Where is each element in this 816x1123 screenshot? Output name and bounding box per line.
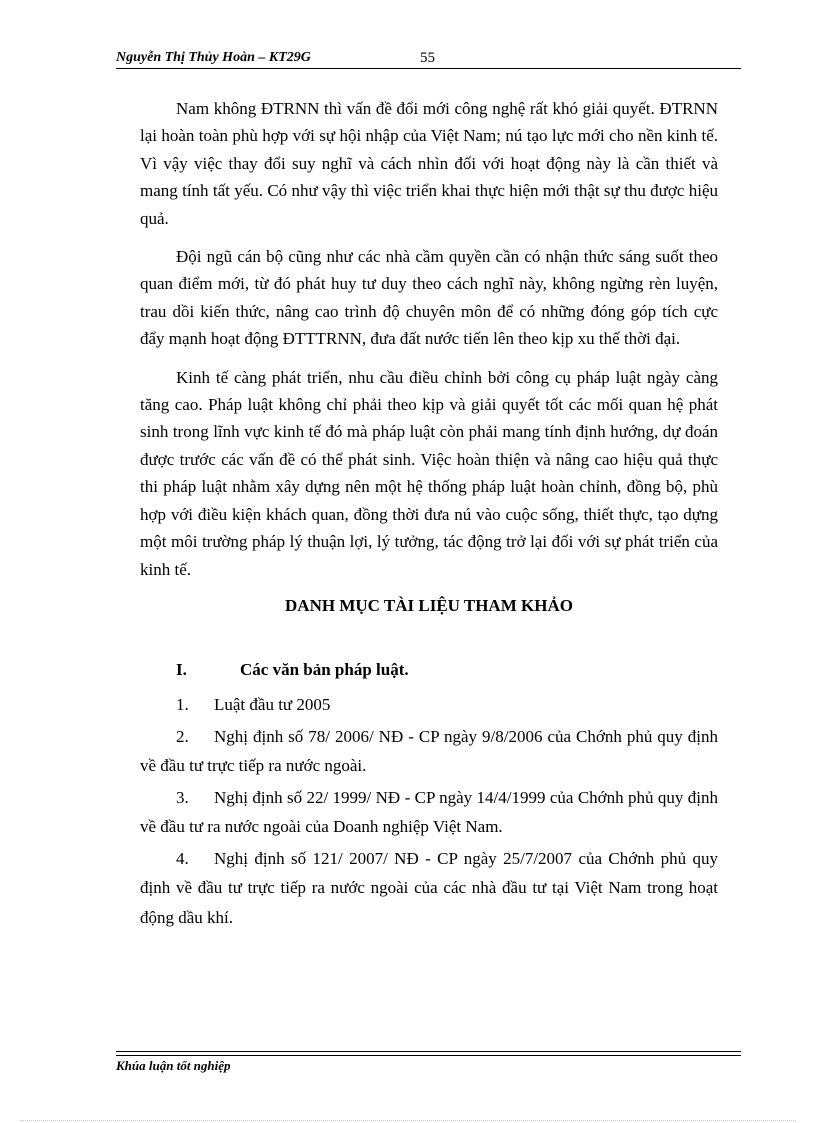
footer-rule-bottom bbox=[116, 1055, 741, 1056]
reference-item bbox=[140, 844, 718, 933]
reference-item bbox=[140, 783, 718, 842]
reference-item bbox=[140, 690, 718, 720]
reference-number: 3. bbox=[176, 787, 189, 807]
section-title: Các văn bản pháp luật. bbox=[240, 659, 409, 679]
references-title: DANH MỤC TÀI LIỆU THAM KHẢO bbox=[285, 595, 573, 615]
paragraph-1: Nam không ĐTRNN thì vấn đề đổi mới công nghệ rất khó giải quyết. ĐTRNN lại hoàn toàn phù hợp với sự hội nhập của Việt Nam; nú tạo lực mới cho nền kinh tế. Vì vậy việc thay đổi suy nghĩ và cách nhìn đối với hoạt động này là cần thiết và mang tính tất yếu. Có như vậy thì việc triển khai thực hiện mới thật sự thu được hiệu quả. bbox=[140, 99, 718, 228]
reference-text: Nghị định số 22/ 1999/ NĐ - CP ngày 14/4/1999 của Chớnh phủ quy định về đầu tư ra nước ngoài của Doanh nghiệp Việt Nam. bbox=[140, 787, 718, 837]
section-number: I. bbox=[176, 659, 187, 679]
page-edge-dotted-line bbox=[20, 1120, 796, 1121]
reference-number: 4. bbox=[176, 848, 189, 868]
reference-text: Nghị định số 121/ 2007/ NĐ - CP ngày 25/7/2007 của Chớnh phủ quy định về đầu tư trực tiếp ra nước ngoài của các nhà đầu tư tại Việt Nam trong hoạt động dầu khí. bbox=[140, 848, 718, 928]
page-body bbox=[140, 95, 718, 935]
references-section-heading bbox=[140, 656, 718, 684]
reference-number: 2. bbox=[176, 726, 189, 746]
page-header bbox=[116, 48, 741, 69]
paragraph-3: Kinh tế càng phát triển, nhu cầu điều chỉnh bởi công cụ pháp luật ngày càng tăng cao. Pháp luật không chỉ phải theo kịp và giải quyết tốt các mối quan hệ phát sinh trong lĩnh vực kinh tế đó mà pháp luật còn phải mang tính định hướng, dự đoán được trước các vấn đề có thể phát sinh. Việc hoàn thiện và nâng cao hiệu quả thực thi pháp luật nhằm xây dựng nên một hệ thống pháp luật hoàn chỉnh, đồng bộ, phù hợp với điều kiện khách quan, đồng thời đưa nú vào cuộc sống, thiết thực, tạo dựng một môi trường pháp lý thuận lợi, lý tưởng, tác động trở lại đối với sự phát triển của kinh tế. bbox=[140, 367, 718, 579]
reference-text: Luật đầu tư 2005 bbox=[214, 694, 331, 714]
reference-number: 1. bbox=[176, 694, 189, 714]
paragraph-2: Đội ngũ cán bộ cũng như các nhà cầm quyền cần có nhận thức sáng suốt theo quan điểm mới, từ đó phát huy tư duy theo cách nghĩ này, không ngừng rèn luyện, trau dồi kiến thức, nâng cao trình độ chuyên môn để có những đóng góp tích cực đẩy mạnh hoạt động ĐTTTRNN, đưa đất nước tiến lên theo kịp xu thế thời đại. bbox=[140, 247, 718, 349]
footer-rule-top bbox=[116, 1051, 741, 1052]
header-author: Nguyễn Thị Thủy Hoàn – KT29G bbox=[116, 50, 311, 65]
footer-text: Khúa luận tốt nghiệp bbox=[116, 1058, 231, 1073]
reference-text: Nghị định số 78/ 2006/ NĐ - CP ngày 9/8/2006 của Chớnh phủ quy định về đầu tư trực tiếp ra nước ngoài. bbox=[140, 726, 718, 776]
page-number: 55 bbox=[420, 50, 435, 66]
reference-item bbox=[140, 722, 718, 781]
